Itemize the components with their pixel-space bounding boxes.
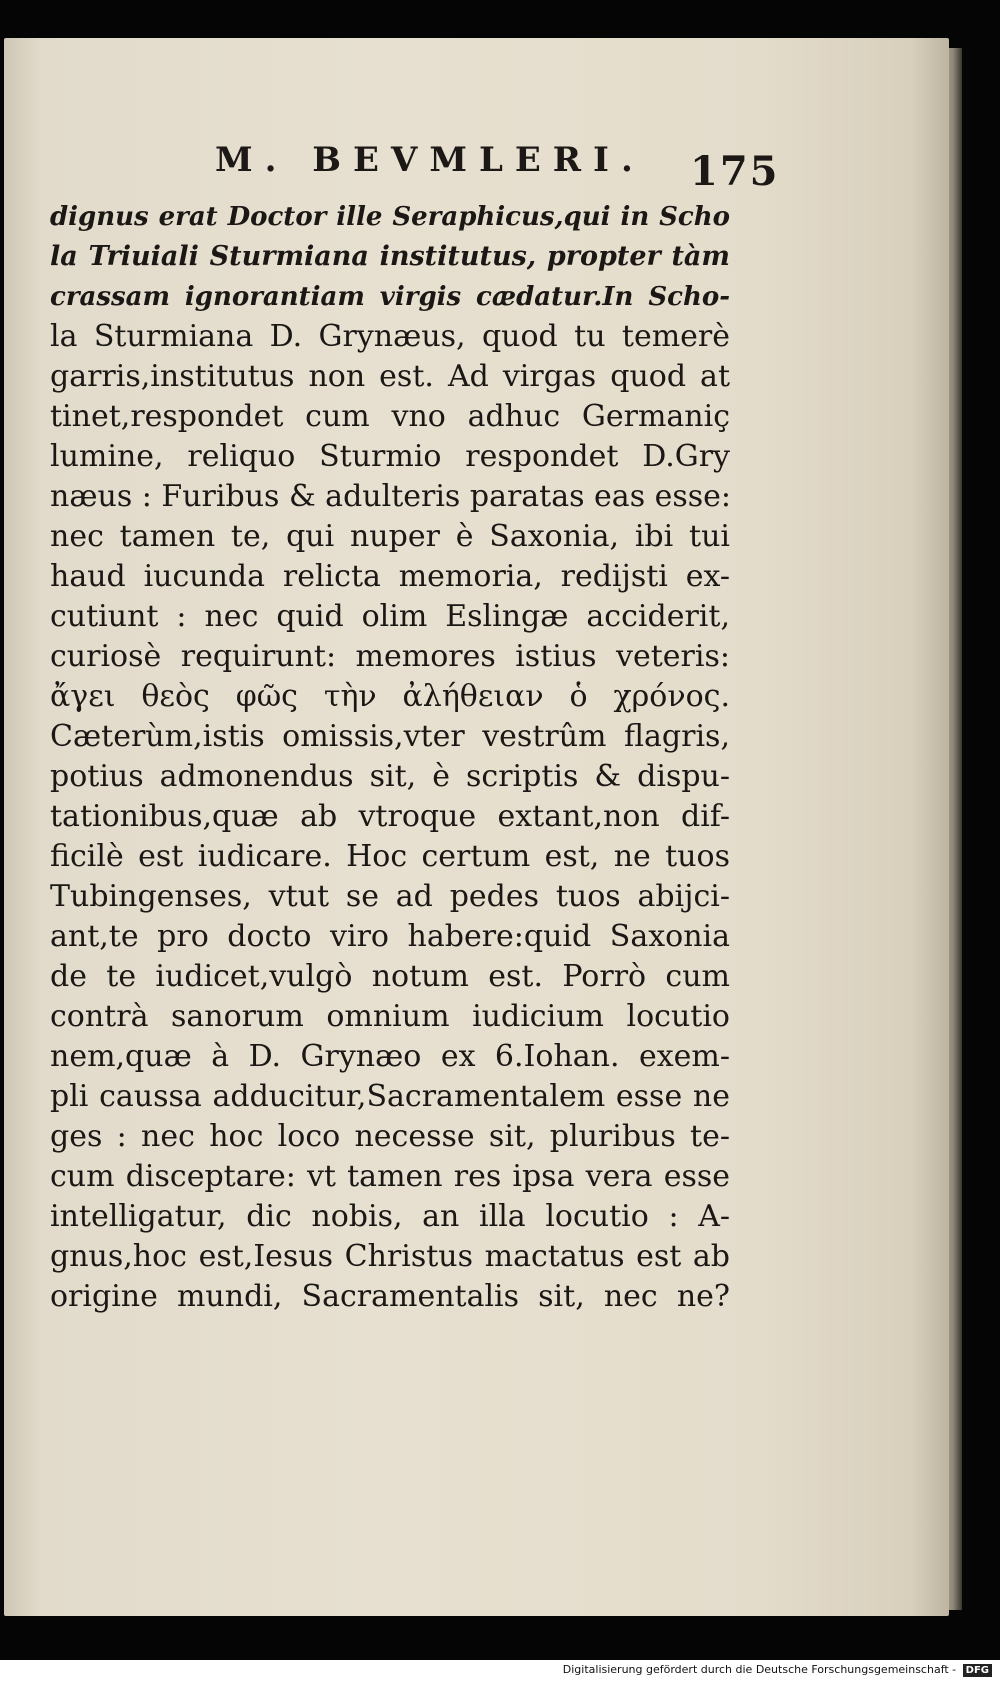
text-line: crassam ignorantiam virgis cædatur.In Scho- [50,282,730,312]
text-line: Cæterùm,istis omissis,vter vestrûm flagris, [50,719,730,754]
dfg-logo: DFG [963,1664,992,1677]
text-line: nem,quæ à D. Grynæo ex 6.Iohan. exem- [50,1039,730,1074]
text-line: garris,institutus non est. Ad virgas quod at [50,359,730,394]
text-line: curiosè requirunt: memores istius veteris: [50,639,730,674]
text-line: ἄγει θεὸς φῶς τὴν ἀλήθειαν ὁ χρόνος. [50,679,730,714]
text-line: haud iucunda relicta memoria, redijsti ex- [50,559,730,594]
text-line: cutiunt : nec quid olim Eslingæ acciderit, [50,599,730,634]
text-line: tinet,respondet cum vno adhuc Germaniç [50,399,730,434]
text-line: nec tamen te, qui nuper è Saxonia, ibi tui [50,519,730,554]
text-line: næus : Furibus & adulteris paratas eas esse: [50,479,732,514]
text-block [50,197,730,1317]
text-line: pli caussa adducitur,Sacramentalem esse ne [50,1079,730,1114]
text-line: origine mundi, Sacramentalis sit, nec ne? [50,1279,730,1314]
text-line: cum disceptare: vt tamen res ipsa vera esse [50,1159,730,1194]
text-line: Tubingenses, vtut se ad pedes tuos abijci- [50,879,730,914]
footer-credit-text: Digitalisierung gefördert durch die Deutsche Forschungsgemeinschaft - [562,1663,957,1676]
text-line: la Triuiali Sturmiana institutus, propter tàm [50,241,730,272]
text-line: la Sturmiana D. Grynæus, quod tu temerè [50,319,730,354]
text-line: gnus,hoc est,Iesus Christus mactatus est ab [50,1239,730,1274]
text-line: contrà sanorum omnium iudicium locutio [50,999,730,1034]
text-line: tationibus,quæ ab vtroque extant,non dif- [50,799,730,834]
text-line: ant,te pro docto viro habere:quid Saxonia [50,919,730,954]
text-line: de te iudicet,vulgò notum est. Porrò cum [50,959,730,994]
running-title: M. BEVMLERI. [215,140,645,180]
text-line: potius admonendus sit, è scriptis & dispu- [50,759,730,794]
text-line: ficilè est iudicare. Hoc certum est, ne tuos [50,839,730,874]
text-line: ges : nec hoc loco necesse sit, pluribus te- [50,1119,730,1154]
text-line: lumine, reliquo Sturmio respondet D.Gry [50,439,730,474]
text-line: dignus erat Doctor ille Seraphicus,qui in Scho [50,202,730,232]
text-line: intelligatur, dic nobis, an illa locutio : A- [50,1199,730,1234]
footer-credit [563,1663,992,1677]
page-number: 175 [690,148,780,195]
